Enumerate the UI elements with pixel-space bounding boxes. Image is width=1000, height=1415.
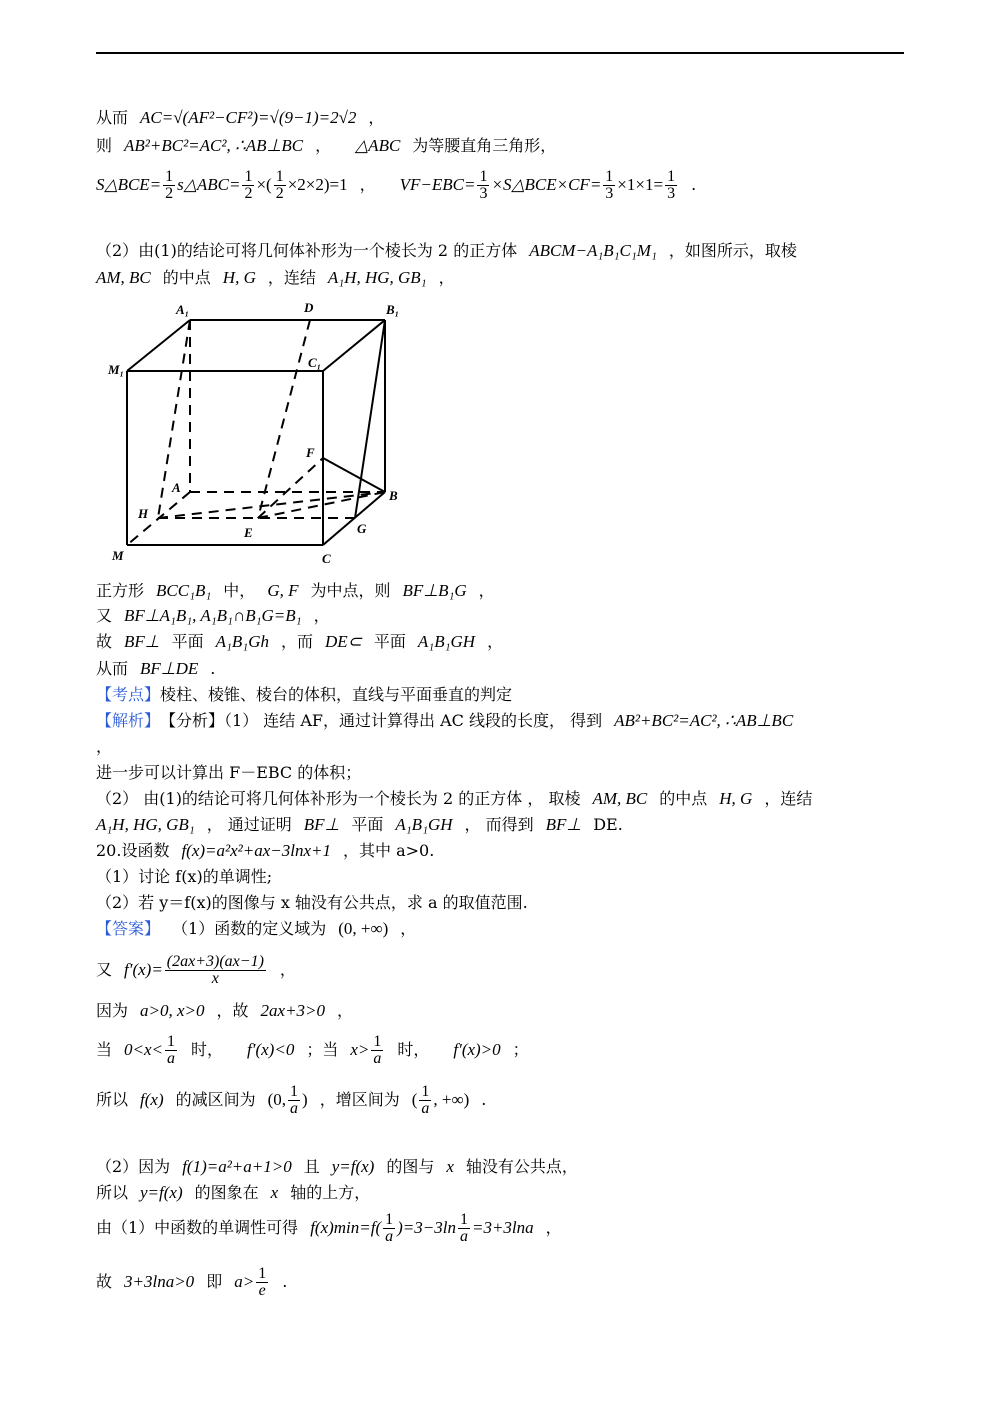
text: 的中点: [659, 789, 708, 808]
text: ，如图所示，取棱: [668, 241, 797, 260]
answer-line-6: [96, 1156, 578, 1178]
fraction: [274, 169, 286, 202]
text: ， 而得到: [464, 815, 534, 834]
label-A: A: [172, 480, 181, 495]
math-cube: ABCM−A₁B₁C₁M₁: [529, 241, 657, 260]
text: ，: [400, 919, 417, 938]
math: A₁H, HG, GB₁: [327, 268, 427, 287]
line-therefore: [96, 631, 503, 653]
math: BCC₁B₁: [156, 581, 212, 600]
text: 正方形: [96, 581, 145, 600]
math: ×2×2)=1: [287, 175, 348, 194]
text: ，: [96, 737, 113, 756]
math: , +∞): [433, 1090, 470, 1109]
edge-b1c1: [323, 320, 385, 371]
answer-line-1: [96, 918, 416, 940]
cube-figure: [100, 296, 420, 570]
text: ，: [279, 960, 296, 979]
math: AM, BC: [592, 789, 648, 808]
answer-line-4: [96, 1030, 529, 1070]
num: (2ax+3)(ax−1): [166, 952, 264, 970]
math: H, G: [222, 268, 256, 287]
math: x: [446, 1157, 454, 1176]
math: VF−EBC=: [399, 175, 476, 194]
text: .: [691, 175, 697, 194]
text: 的中点: [162, 268, 211, 287]
text: （1）函数的定义域为: [172, 919, 327, 938]
math: f′(x)<0: [247, 1040, 295, 1059]
text: （1）讨论 f(x)的单调性;: [96, 867, 273, 886]
jiexi-tag: 【解析】: [96, 711, 161, 730]
math: (0,: [267, 1090, 287, 1109]
den: 3: [667, 184, 676, 202]
text: 的图与: [386, 1157, 435, 1176]
text: ，: [359, 175, 376, 194]
math: DE⊂: [325, 632, 362, 651]
answer-line-8: [96, 1208, 562, 1248]
text: 故: [96, 632, 113, 651]
num: 1: [373, 1032, 382, 1050]
math: a>: [234, 1272, 255, 1291]
text: ，: [313, 606, 330, 625]
text: 为等腰直角三角形，: [412, 136, 557, 155]
math: AB²+BC²=AC², ∴AB⊥BC: [614, 711, 794, 730]
math: f(x)min=f(: [310, 1218, 382, 1237]
math: BF⊥DE: [140, 659, 199, 678]
text: 又: [96, 606, 113, 625]
math: ×1×1=: [617, 175, 664, 194]
den: 3: [479, 184, 488, 202]
line-square: [96, 580, 495, 602]
label-C: C: [322, 551, 331, 566]
answer-line-2: [96, 950, 296, 990]
q20-line-1: [96, 840, 434, 862]
text: ，: [315, 136, 332, 155]
text: 又: [96, 960, 113, 979]
text: .: [481, 1090, 487, 1109]
den: 3: [605, 184, 614, 202]
fraction: [477, 169, 489, 202]
label-C1: C₁: [308, 355, 322, 370]
math: BF⊥: [303, 815, 340, 834]
math: ×(: [256, 175, 272, 194]
text: 【分析】（1） 连结 AF，通过计算得出 AC 线段的长度， 得到: [160, 711, 603, 730]
den: a: [373, 1049, 382, 1067]
fraction: [256, 1266, 268, 1299]
math-triangle: △ABC: [355, 136, 401, 155]
den: 2: [165, 184, 174, 202]
answer-line-5: [96, 1080, 486, 1120]
line-also: [96, 605, 330, 627]
text: 为中点，则: [310, 581, 391, 600]
den: 2: [275, 184, 284, 202]
text: 所以: [96, 1090, 129, 1109]
text: ，其中 a>0.: [342, 841, 435, 860]
answer-line-3: [96, 1000, 353, 1022]
math: G, F: [267, 581, 299, 600]
answer-tag: 【答案】: [96, 919, 161, 938]
label-B: B: [389, 488, 398, 503]
math: BF⊥B₁G: [402, 581, 467, 600]
math: ×S△BCE×CF=: [491, 175, 602, 194]
num: 1: [605, 167, 614, 185]
den: 2: [244, 184, 253, 202]
label-B1: B₁: [386, 302, 400, 317]
den: a: [290, 1099, 299, 1117]
text: 20.设函数: [96, 841, 170, 860]
text: ，: [545, 1218, 562, 1237]
edge-a1m1: [127, 320, 190, 371]
num: 1: [275, 167, 284, 185]
math: A₁B₁GH: [395, 815, 453, 834]
den: x: [211, 969, 219, 987]
den: a: [167, 1049, 176, 1067]
text: 则: [96, 136, 113, 155]
edge-fb: [323, 458, 385, 492]
label-D: D: [304, 300, 314, 315]
jiexi-line-4: [96, 814, 623, 836]
text: 因为: [96, 1001, 129, 1020]
text: ，: [337, 1001, 354, 1020]
num: 1: [459, 1210, 468, 1228]
text: ；当: [306, 1040, 339, 1059]
num: 1: [421, 1082, 430, 1100]
text: ，增区间为: [319, 1090, 400, 1109]
text: 平面: [373, 632, 406, 651]
math: =3+3lna: [471, 1218, 534, 1237]
fraction-derivative: [165, 954, 266, 987]
text: 中，: [223, 581, 256, 600]
text: 所以: [96, 1183, 129, 1202]
fraction: [242, 169, 254, 202]
kaodian-text: 棱柱、棱锥、棱台的体积，直线与平面垂直的判定: [160, 685, 513, 704]
text: （2）因为: [96, 1157, 171, 1176]
fraction: [665, 169, 677, 202]
edge-b1g: [355, 320, 385, 518]
text: ，连结: [267, 268, 316, 287]
label-F: F: [306, 445, 315, 460]
text: ，连结: [764, 789, 813, 808]
math: A₁B₁GH: [417, 632, 476, 651]
text: （2）由(1)的结论可将几何体补形为一个棱长为 2 的正方体: [96, 241, 518, 260]
text: ， 通过证明: [206, 815, 292, 834]
fraction: [458, 1212, 470, 1245]
math: 2ax+3>0: [260, 1001, 326, 1020]
header-rule: [96, 52, 904, 54]
answer-line-9: [96, 1262, 287, 1302]
math: x: [270, 1183, 279, 1202]
text: 当: [96, 1040, 113, 1059]
math: H, G: [719, 789, 753, 808]
label-A1: A₁: [176, 302, 190, 317]
num: 1: [167, 1032, 176, 1050]
text: ，: [478, 581, 495, 600]
text: ，: [438, 268, 455, 287]
math: x>: [350, 1040, 370, 1059]
math: f(1)=a²+a+1>0: [182, 1157, 292, 1176]
line-ac: [96, 107, 384, 129]
text: 时，: [397, 1040, 430, 1059]
text: 故: [96, 1272, 113, 1291]
math: (: [411, 1090, 418, 1109]
jiexi-line-1b: [96, 736, 112, 758]
text: ，: [487, 632, 504, 651]
line-cube: [96, 240, 797, 262]
q20-line-3: [96, 892, 528, 914]
line-midpoints: [96, 267, 455, 289]
math: S△BCE=: [96, 175, 162, 194]
text: .: [282, 1272, 288, 1291]
num: 1: [479, 167, 488, 185]
math: BF⊥A₁B₁, A₁B₁∩B₁G=B₁: [124, 606, 302, 625]
math-function: f(x)=a²x²+ax−3lnx+1: [181, 841, 331, 860]
math: 0<x<: [124, 1040, 164, 1059]
text: ，而: [280, 632, 313, 651]
text: 平面: [351, 815, 384, 834]
num: 1: [258, 1264, 267, 1282]
text: （2）若 y＝f(x)的图像与 x 轴没有公共点，求 a 的取值范围.: [96, 893, 528, 912]
num: 1: [244, 167, 253, 185]
q20-line-2: [96, 866, 272, 888]
den: a: [459, 1227, 468, 1245]
math: A₁H, HG, GB₁: [96, 815, 195, 834]
num: 1: [667, 167, 676, 185]
den: e: [258, 1281, 266, 1299]
text: ，: [368, 108, 385, 127]
text: 进一步可以计算出 F－EBC 的体积；: [96, 763, 362, 782]
math: )=3−3ln: [397, 1218, 456, 1237]
answer-line-7: [96, 1182, 370, 1204]
math-ac: AC=√(AF²−CF²)=√(9−1)=2√2: [140, 108, 357, 127]
line-conclusion: [96, 658, 215, 680]
edge-de: [258, 320, 310, 518]
fraction: [603, 169, 615, 202]
den: a: [385, 1227, 394, 1245]
num: 1: [165, 167, 174, 185]
text: 轴的上方，: [290, 1183, 371, 1202]
text: 轴没有公共点，: [465, 1157, 578, 1176]
text: DE.: [593, 815, 623, 834]
fraction: [371, 1034, 383, 1067]
text: 的减区间为: [175, 1090, 256, 1109]
jiexi-line-1: [96, 710, 793, 732]
edge-ef: [258, 458, 323, 518]
math: AM, BC: [96, 268, 151, 287]
text: 平面: [171, 632, 204, 651]
text: ，故: [216, 1001, 249, 1020]
math: A₁B₁Gh: [215, 632, 269, 651]
math: f(x): [140, 1090, 164, 1109]
math: y=f(x): [331, 1157, 375, 1176]
kaodian-tag: 【考点】: [96, 685, 161, 704]
fraction: [165, 1034, 177, 1067]
label-M1: M₁: [108, 362, 125, 377]
math: 3+3lna>0: [124, 1272, 195, 1291]
fraction: [163, 169, 175, 202]
text: 的图象在: [194, 1183, 259, 1202]
fraction: [383, 1212, 395, 1245]
text: 即: [206, 1272, 223, 1291]
label-H: H: [138, 506, 149, 521]
label-G: G: [357, 521, 367, 536]
text: 且: [303, 1157, 320, 1176]
fraction: [288, 1084, 300, 1117]
line-volume: [96, 165, 696, 205]
num: 1: [290, 1082, 299, 1100]
text: 从而: [96, 108, 129, 127]
math-ab-bc: AB²+BC²=AC², ∴AB⊥BC: [124, 136, 304, 155]
text: （2） 由(1)的结论可将几何体补形为一个棱长为 2 的正方体 ， 取棱: [96, 789, 581, 808]
math: s△ABC=: [177, 175, 241, 194]
text: 由（1）中函数的单调性可得: [96, 1218, 299, 1237]
fraction: [419, 1084, 431, 1117]
math: (0, +∞): [338, 919, 389, 938]
math: BF⊥: [124, 632, 160, 651]
line-ab-bc: [96, 135, 556, 157]
den: a: [421, 1099, 430, 1117]
math: BF⊥: [545, 815, 582, 834]
math: f′(x)>0: [453, 1040, 501, 1059]
jiexi-line-2: [96, 762, 361, 784]
text: .: [210, 659, 216, 678]
math: f′(x)=: [124, 960, 163, 979]
label-E: E: [244, 525, 253, 540]
kaodian-line: [96, 684, 512, 706]
text: 时，: [191, 1040, 224, 1059]
math: ): [302, 1090, 308, 1109]
label-M: M: [112, 548, 124, 563]
math: y=f(x): [140, 1183, 183, 1202]
math: a>0, x>0: [140, 1001, 205, 1020]
num: 1: [385, 1210, 394, 1228]
jiexi-line-3: [96, 788, 812, 810]
text: ；: [512, 1040, 529, 1059]
text: 从而: [96, 659, 129, 678]
